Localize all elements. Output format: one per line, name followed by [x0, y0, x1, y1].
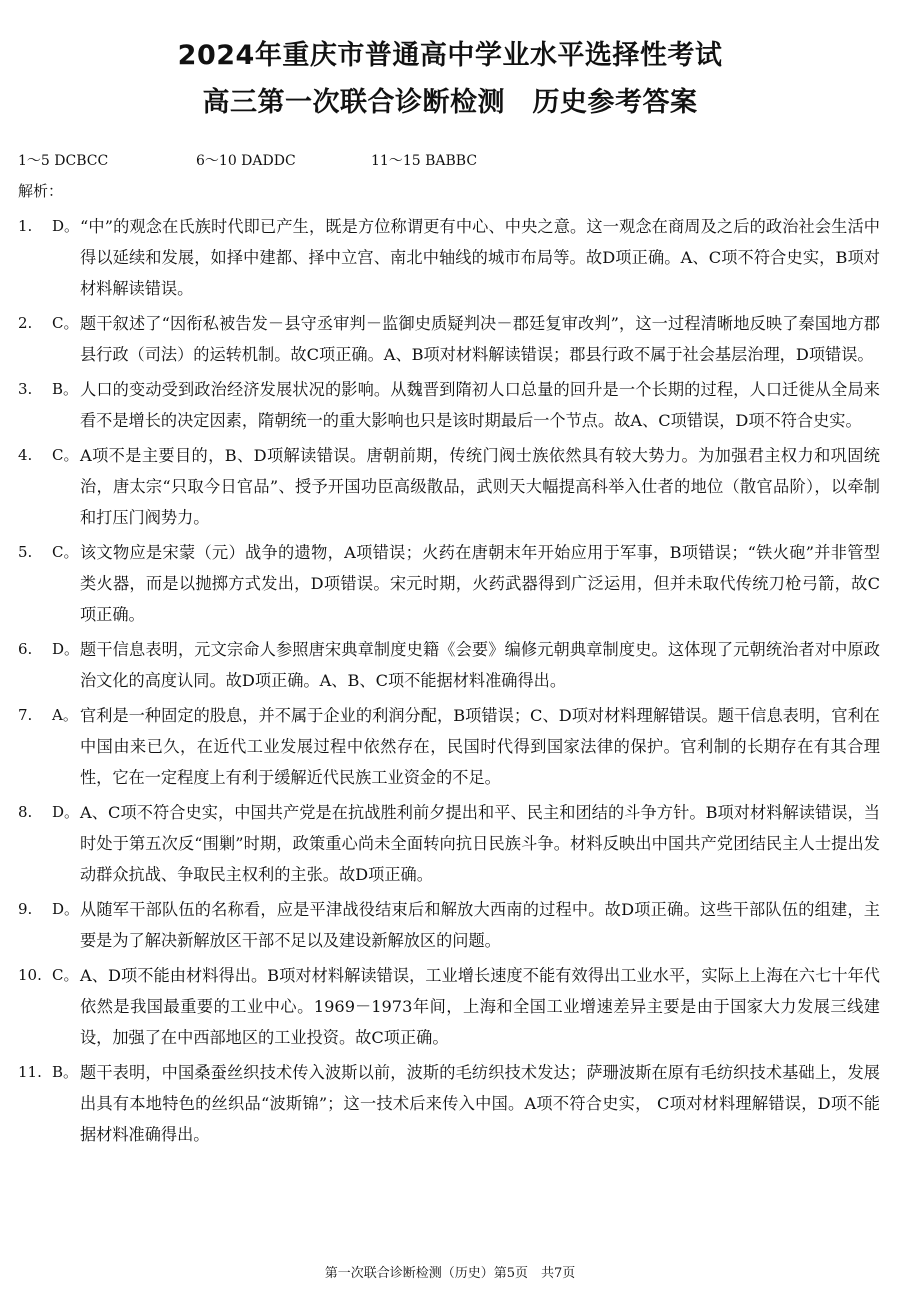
analysis-item — [0, 211, 900, 304]
analysis-item — [0, 1057, 900, 1150]
analysis-item — [0, 894, 900, 956]
item-answer: D。 — [52, 803, 80, 821]
item-number: 1. — [18, 217, 33, 235]
item-answer: D。 — [52, 900, 80, 918]
item-number: 10. — [18, 966, 42, 984]
item-number: 4. — [18, 446, 33, 464]
item-number: 7. — [18, 706, 33, 724]
analysis-item — [0, 700, 900, 793]
answer-key-group: 1～5 DCBCC — [18, 153, 109, 169]
answer-key-title: 高三第一次联合诊断检测 历史参考答案 — [202, 87, 698, 118]
analysis-label: 解析： — [18, 182, 64, 200]
item-answer: C。 — [52, 543, 79, 561]
analysis-list — [0, 211, 900, 1154]
item-answer: D。 — [52, 217, 80, 235]
page-footer: 第一次联合诊断检测（历史）第5页 共7页 — [324, 1266, 576, 1281]
analysis-item — [0, 960, 900, 1053]
item-number: 11. — [18, 1063, 42, 1081]
analysis-item — [0, 537, 900, 630]
item-answer: D。 — [52, 640, 80, 658]
item-number: 3. — [18, 380, 33, 398]
analysis-item — [0, 308, 900, 370]
item-number: 9. — [18, 900, 33, 918]
item-explanation: 从随军干部队伍的名称看，应是平津战役结束后和解放大西南的过程中。故D项正确。这些干部队伍的组建，主要是为了解决新解放区干部不足以及建设新解放区的问题。 — [80, 900, 880, 950]
item-answer: C。 — [52, 446, 79, 464]
item-explanation: A项不是主要目的，B、D项解读错误。唐朝前期，传统门阀士族依然具有较大势力。为加强君主权力和巩固统治，唐太宗“只取今日官品”、授予开国功臣高级散品，武则天大幅提高科举入仕者的地位（散官品阶），以牵制和打压门阀势力。 — [80, 446, 880, 527]
answer-key-group: 11～15 BABBC — [371, 153, 478, 169]
item-explanation: 官利是一种固定的股息，并不属于企业的利润分配，B项错误；C、D项对材料理解错误。题干信息表明，官利在中国由来已久，在近代工业发展过程中依然存在，民国时代得到国家法律的保护。官利制的长期存在有其合理性，它在一定程度上有利于缓解近代民族工业资金的不足。 — [80, 706, 880, 787]
analysis-item — [0, 374, 900, 436]
item-answer: B。 — [52, 380, 79, 398]
item-answer: C。 — [52, 966, 79, 984]
item-explanation: “中”的观念在氏族时代即已产生，既是方位称谓更有中心、中央之意。这一观念在商周及之后的政治社会生活中得以延续和发展，如择中建都、择中立宫、南北中轴线的城市布局等。故D项正确。A、C项不符合史实，B项对材料解读错误。 — [80, 217, 880, 298]
exam-title: 2024年重庆市普通高中学业水平选择性考试 — [177, 40, 723, 71]
item-explanation: A、C项不符合史实，中国共产党是在抗战胜利前夕提出和平、民主和团结的斗争方针。B项对材料解读错误，当时处于第五次反“围剿”时期，政策重心尚未全面转向抗日民族斗争。材料反映出中国共产党团结民主人士提出发动群众抗战、争取民主权利的主张。故D项正确。 — [80, 803, 880, 884]
analysis-item — [0, 634, 900, 696]
item-number: 5. — [18, 543, 33, 561]
item-answer: A。 — [52, 706, 78, 724]
item-number: 6. — [18, 640, 33, 658]
analysis-item — [0, 797, 900, 890]
item-explanation: 人口的变动受到政治经济发展状况的影响。从魏晋到隋初人口总量的回升是一个长期的过程，人口迁徙从全局来看不是增长的决定因素，隋朝统一的重大影响也只是该时期最后一个节点。故A、C项错误，D项不符合史实。 — [80, 380, 880, 430]
item-explanation: 题干叙述了“因衔私被告发－县守丞审判－监御史质疑判决－郡廷复审改判”，这一过程清晰地反映了秦国地方郡县行政（司法）的运转机制。故C项正确。A、B项对材料解读错误；郡县行政不属于社会基层治理，D项错误。 — [80, 314, 880, 364]
analysis-item — [0, 440, 900, 533]
item-explanation: A、D项不能由材料得出。B项对材料解读错误，工业增长速度不能有效得出工业水平，实际上上海在六七十年代依然是我国最重要的工业中心。1969－1973年间，上海和全国工业增速差异主要是由于国家大力发展三线建设，加强了在中西部地区的工业投资。故C项正确。 — [80, 966, 880, 1047]
item-answer: C。 — [52, 314, 79, 332]
answer-key-group: 6～10 DADDC — [196, 153, 296, 169]
item-number: 8. — [18, 803, 33, 821]
item-explanation: 该文物应是宋蒙（元）战争的遗物，A项错误；火药在唐朝末年开始应用于军事，B项错误；“铁火砲”并非管型类火器，而是以抛掷方式发出，D项错误。宋元时期，火药武器得到广泛运用，但并未取代传统刀枪弓箭，故C项正确。 — [80, 543, 880, 624]
item-explanation: 题干表明，中国桑蚕丝织技术传入波斯以前，波斯的毛纺织技术发达；萨珊波斯在原有毛纺织技术基础上，发展出具有本地特色的丝织品“波斯锦”；这一技术后来传入中国。A项不符合史实， C项对材料理解错误，D项不能据材料准确得出。 — [80, 1063, 880, 1144]
item-explanation: 题干信息表明，元文宗命人参照唐宋典章制度史籍《会要》编修元朝典章制度史。这体现了元朝统治者对中原政治文化的高度认同。故D项正确。A、B、C项不能据材料准确得出。 — [80, 640, 880, 690]
item-number: 2. — [18, 314, 33, 332]
item-answer: B。 — [52, 1063, 79, 1081]
